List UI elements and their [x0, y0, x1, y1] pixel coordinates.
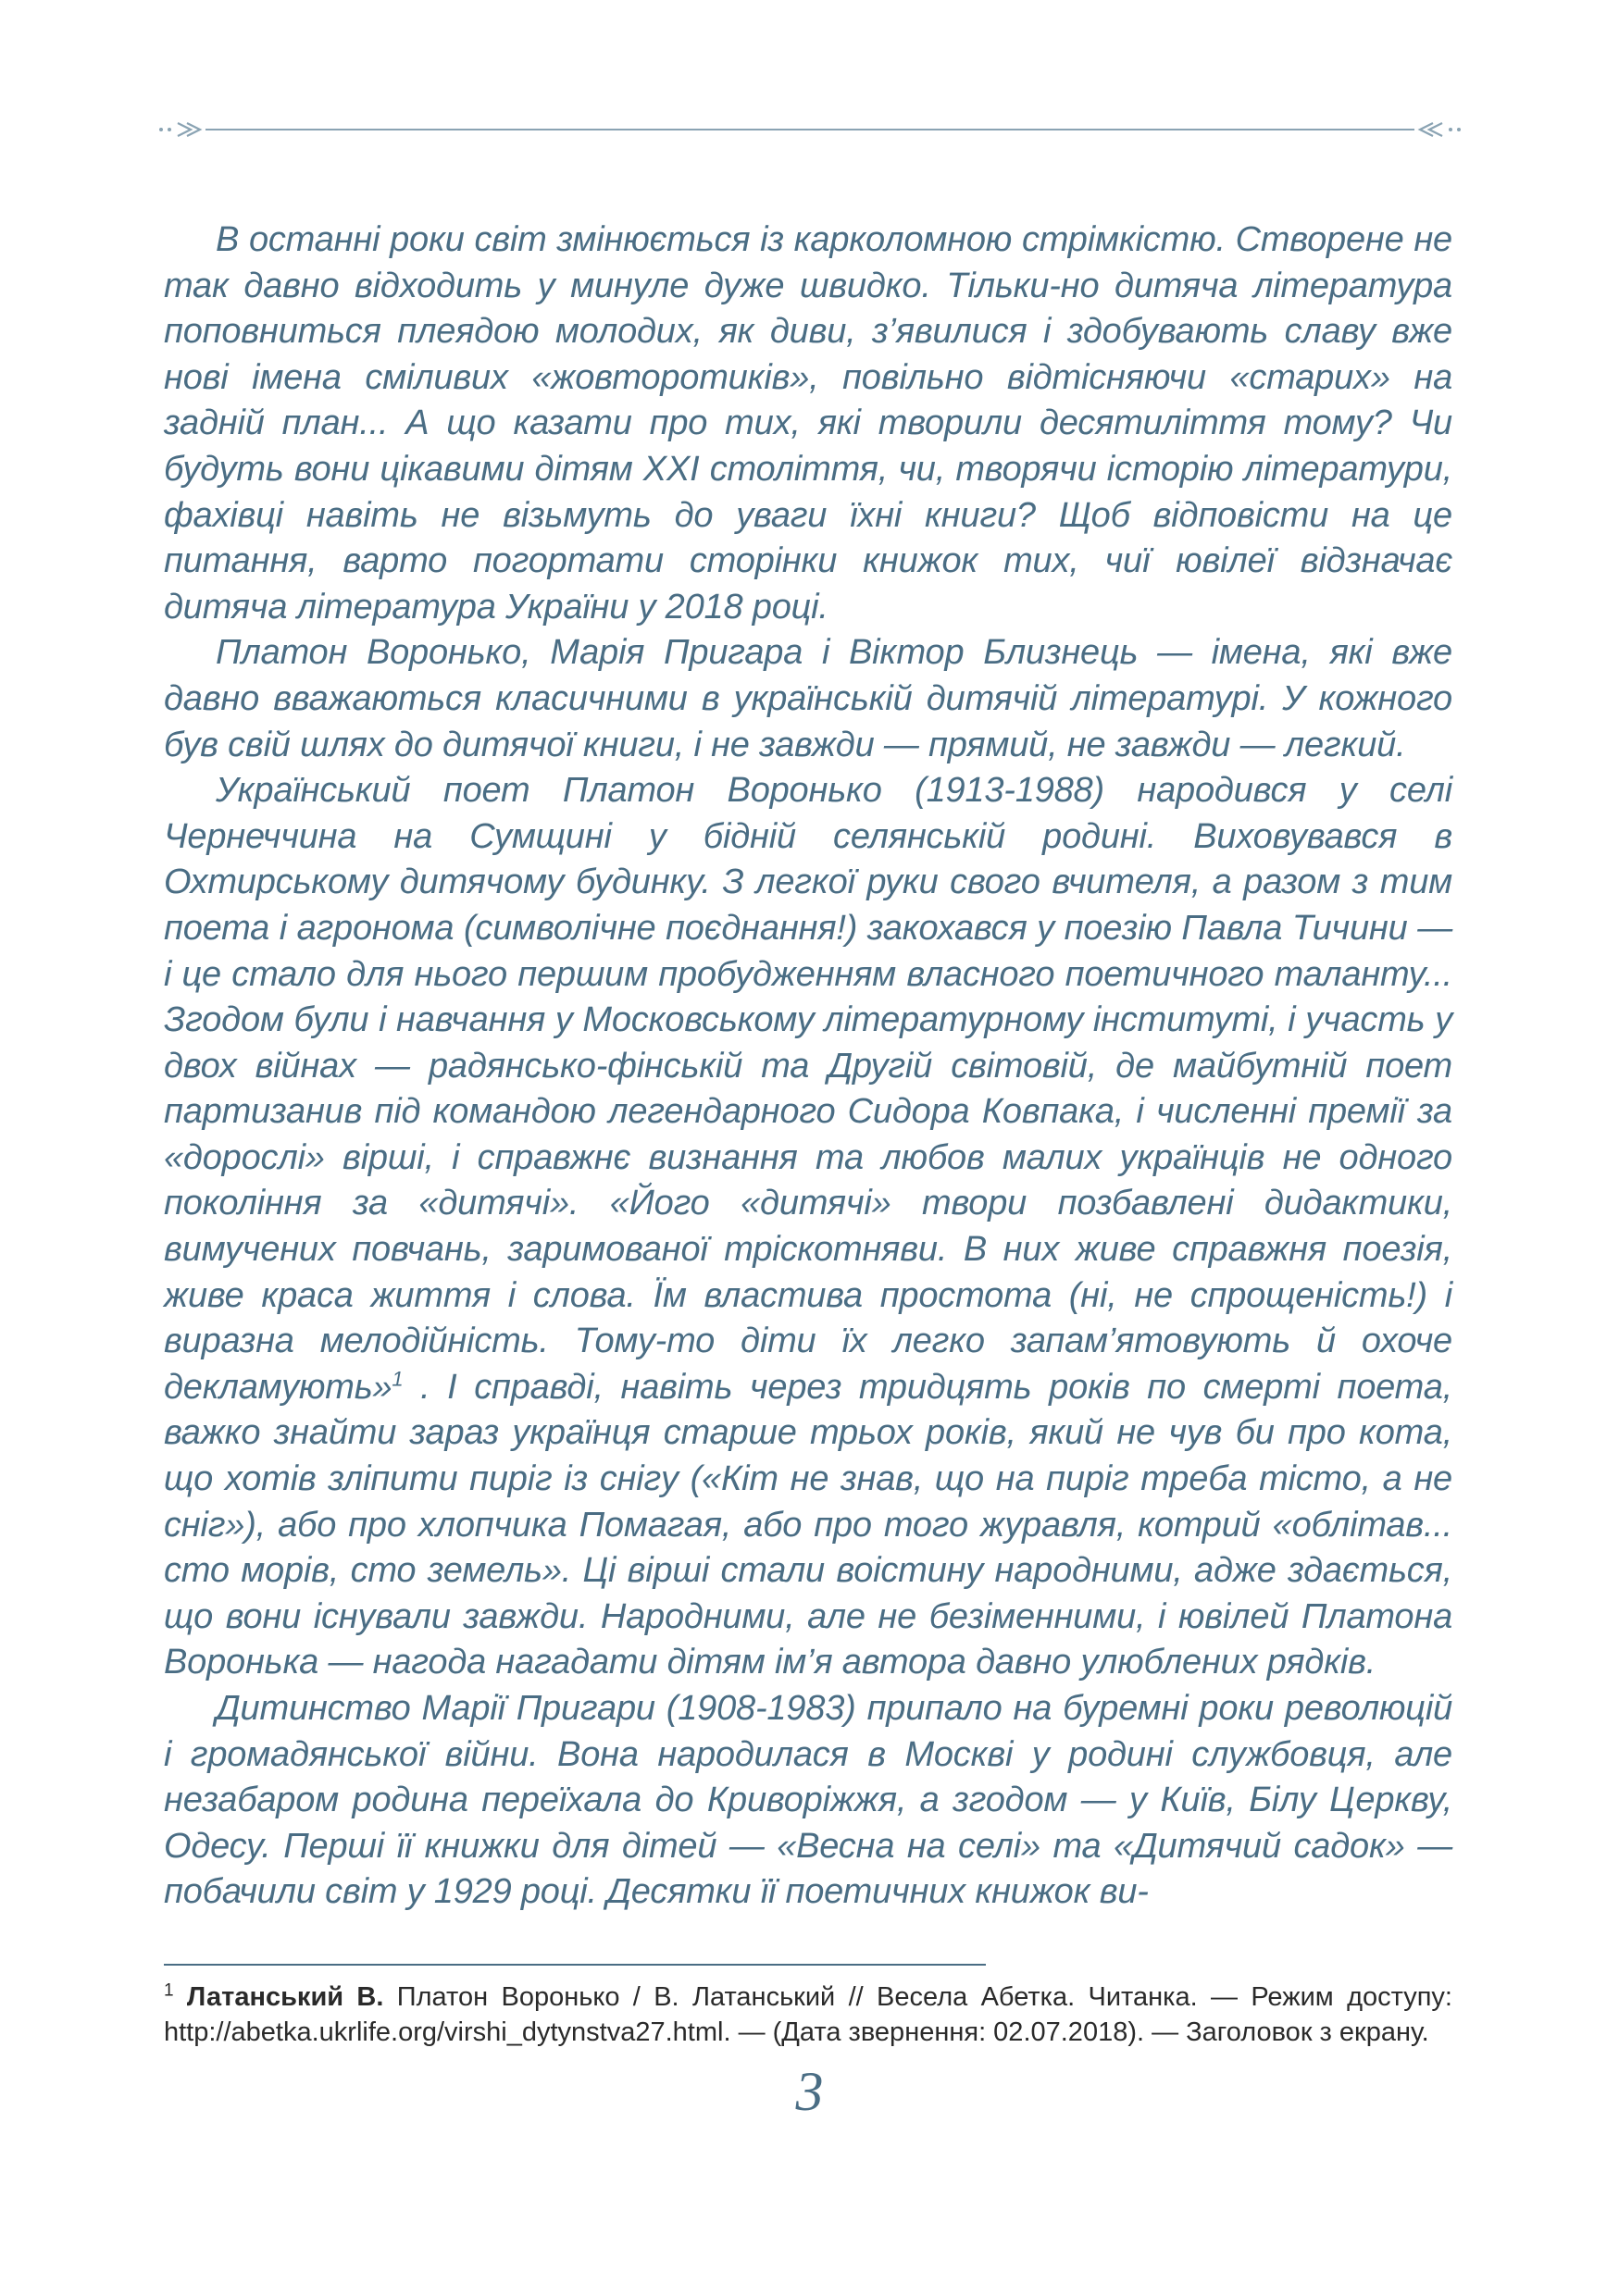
article-body	[164, 217, 1452, 1916]
footnote	[164, 1980, 1452, 2050]
paragraph-voronko-continued: . І справді, навіть через тридцять років по смерті поета, важко знайти зараз українця старше трьох років, який не чув би про кота, що хотів зліпити пиріг із снігу («Кіт не знав, що на пиріг треба тісто, а не сніг»), або про хлопчика Помагая, або про того журавля, котрий «облітав... сто морів, сто земель». Ці вірші стали воістину народними, адже здається, що вони існували завжди. Народними, але не безіменними, і ювілей Платона Воронька — нагода нагадати дітям ім’я автора давно улюблених рядків.	[164, 1367, 1452, 1682]
footnote-separator	[164, 1964, 986, 1966]
page-number: 3	[795, 2061, 824, 2122]
footnote-reference[interactable]: 1	[392, 1367, 404, 1391]
paragraph-pryhara: Дитинство Марії Пригари (1908-1983) припало на буремні роки революцій і громадянської війни. Вона народилася в Москві у родині службовця, але незабаром родина переїхала до Криворіжжя, а згодом — у Київ, Білу Церкву, Одесу. Перші її книжки для дітей — «Весна на селі» та «Дитячий садок» — побачили світ у 1929 році. Десятки її поетичних книжок ви-	[164, 1689, 1452, 1912]
left-arrow-ornament-icon	[159, 123, 200, 136]
footnote-entry	[164, 1980, 1452, 2050]
paragraph-authors: Платон Воронько, Марія Пригара і Віктор Близнець — імена, які вже давно вважаються класичними в українській дитячій літературі. У кожного був свій шлях до дитячої книги, і не завжди — прямий, не завжди — легкий.	[164, 633, 1452, 764]
footnote-number: 1	[164, 1980, 174, 2001]
paragraph-voronko	[164, 768, 1452, 1686]
paragraph-intro: В останні роки світ змінюється із карколомною стрімкістю. Створене не так давно відходить у минуле дуже швидко. Тільки-но дитяча література поповниться плеядою молодих, як диви, з’явилися і здобувають славу вже нові імена сміливих «жовторотиків», повільно відтісняючи «старих» на задній план... А що казати про тих, які творили десятиліття тому? Чи будуть вони цікавими дітям XXI століття, чи, творячи історію літератури, фахівці навіть не візьмуть до уваги їхні книги? Щоб відповісти на це питання, варто погортати сторінки книжок тих, чиї ювілеї відзначає дитяча література України у 2018 році.	[164, 220, 1452, 627]
right-arrow-ornament-icon	[1420, 123, 1461, 136]
top-decorative-rule	[157, 118, 1463, 141]
footnote-author: Латанський В.	[186, 1982, 384, 2012]
footnote-text: Платон Воронько / В. Латанський // Весела Абетка. Читанка. — Режим доступу: http://abetka.ukrlife.org/virshi_dytynstva27.html. — (Дата звернення: 02.07.2018). — Заголовок з екрану.	[164, 1982, 1452, 2047]
paragraph-voronko-quote: Український поет Платон Воронько (1913-1988) народився у селі Чернеччина на Сумщині у бідній селянській родині. Виховувався в Охтирському дитячому будинку. З легкої руки свого вчителя, а разом з тим поета і агронома (символічне поєднання!) закохався у поезію Павла Тичини — і це стало для нього першим пробудженням власного поетичного таланту... Згодом були і навчання у Московському літературному інституті, і участь у двох війнах — радянсько-фінській та Другій світовій, де майбутній поет партизанив під командою легендарного Сидора Ковпака, і численні премії за «дорослі» вірші, і справжнє визнання та любов малих українців не одного покоління за «дитячі». «Його «дитячі» твори позбавлені дидактики, вимучених повчань, заримованої тріскотняви. В них живе справжня поезія, живе краса життя і слова. Їм властива простота (ні, не спрощеність!) і виразна мелодійність. Тому-то діти їх легко запам’ятовують й охоче декламують»	[164, 771, 1452, 1407]
